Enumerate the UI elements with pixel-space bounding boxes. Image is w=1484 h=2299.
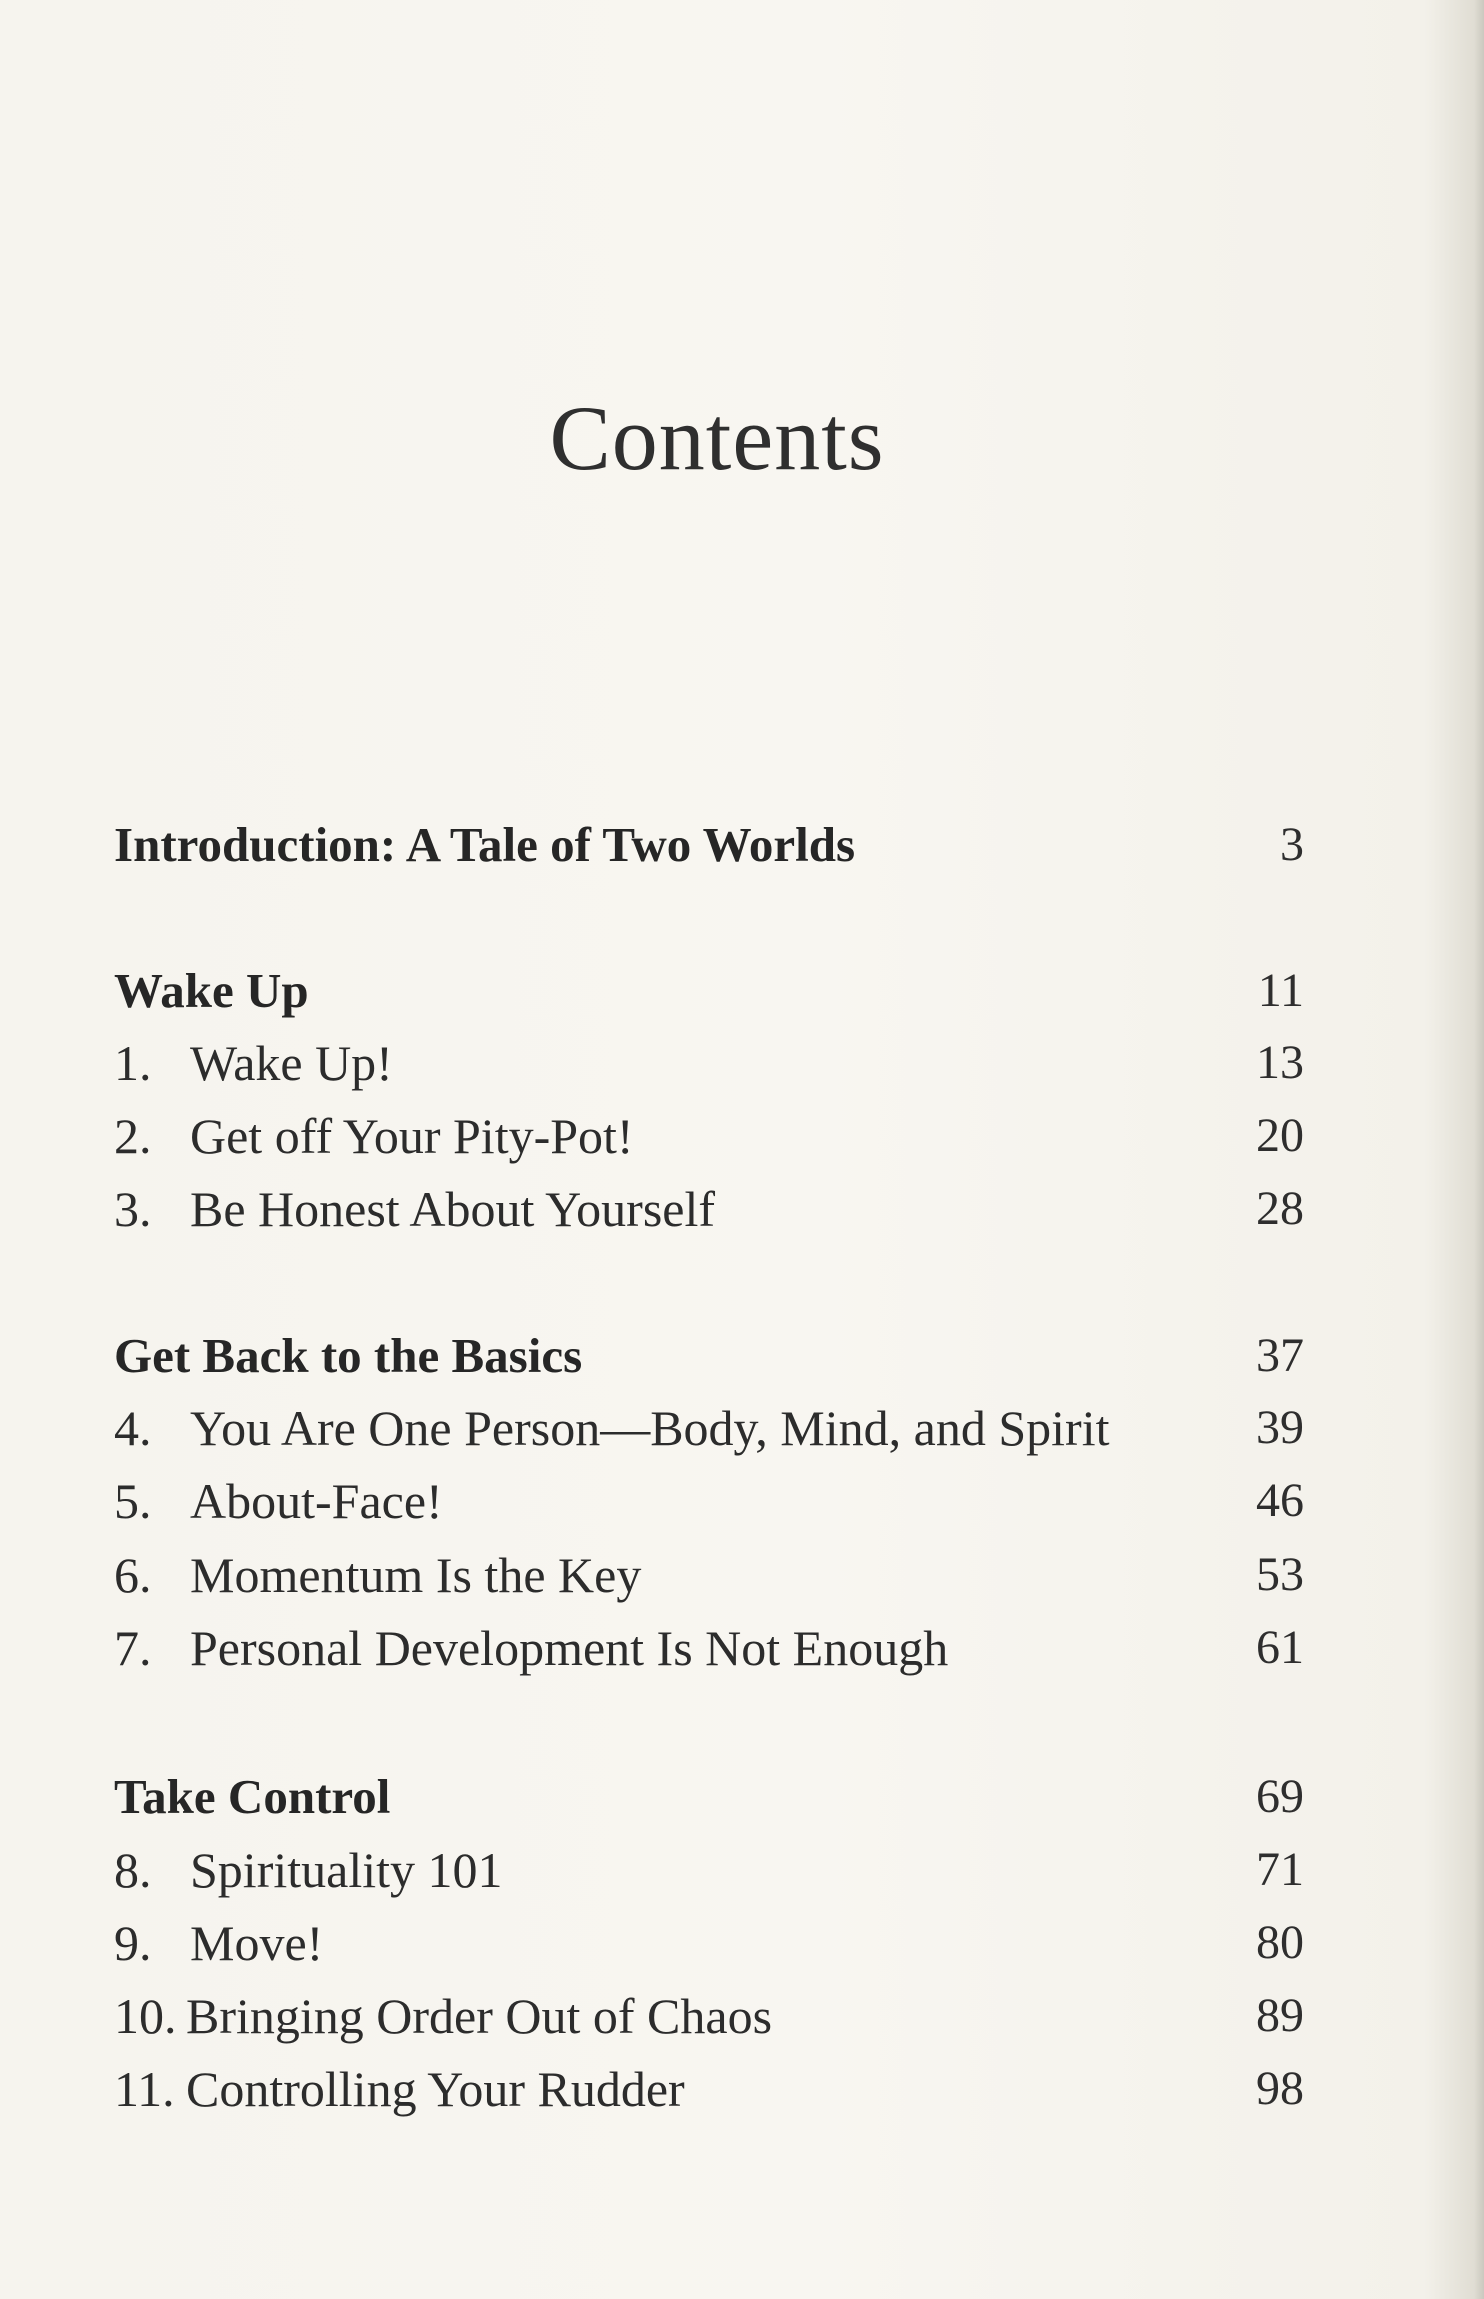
toc-chapter-title <box>114 1101 634 1171</box>
toc-chapter-6 <box>114 1540 1304 1610</box>
toc-page-number: 11 <box>1257 964 1304 1017</box>
toc-chapter-label: Momentum Is the Key <box>190 1547 642 1603</box>
toc-chapter-number: 1. <box>114 1035 152 1091</box>
toc-chapter-label: Controlling Your Rudder <box>186 2061 685 2117</box>
toc-chapter-title <box>114 1835 503 1905</box>
toc-chapter-title <box>114 1393 1109 1463</box>
toc-part-take-control <box>114 1762 1304 1832</box>
toc-chapter-11 <box>114 2054 1304 2124</box>
toc-chapter-label: Get off Your Pity-Pot! <box>190 1108 634 1164</box>
toc-page-number: 71 <box>1256 1843 1304 1896</box>
toc-page-number: 89 <box>1256 1989 1304 2042</box>
toc-page-number: 13 <box>1256 1036 1304 1089</box>
toc-chapter-title <box>114 2054 685 2124</box>
toc-chapter-title <box>114 1613 948 1683</box>
toc-chapter-label: Move! <box>190 1915 324 1971</box>
toc-page-number: 53 <box>1256 1548 1304 1601</box>
toc-chapter-number: 2. <box>114 1108 152 1164</box>
toc-chapter-title <box>114 1028 393 1098</box>
toc-page-number: 46 <box>1256 1474 1304 1527</box>
toc-chapter-9 <box>114 1908 1304 1978</box>
toc-chapter-4 <box>114 1393 1304 1463</box>
toc-part-title: Take Control <box>114 1769 391 1824</box>
toc-chapter-2 <box>114 1101 1304 1171</box>
toc-chapter-number: 8. <box>114 1842 152 1898</box>
toc-chapter-title <box>114 1981 772 2051</box>
toc-chapter-number: 5. <box>114 1473 152 1529</box>
toc-part-wake-up <box>114 956 1304 1026</box>
toc-chapter-7 <box>114 1613 1304 1683</box>
toc-chapter-label: Be Honest About Yourself <box>190 1181 716 1237</box>
toc-chapter-1 <box>114 1028 1304 1098</box>
toc-page-number: 37 <box>1256 1329 1304 1382</box>
toc-chapter-label: Spirituality 101 <box>190 1842 503 1898</box>
toc-chapter-number: 3. <box>114 1181 152 1237</box>
toc-part-title: Wake Up <box>114 963 309 1018</box>
toc-chapter-8 <box>114 1835 1304 1905</box>
toc-chapter-number: 4. <box>114 1400 152 1456</box>
toc-part-get-back-to-the-basics <box>114 1321 1304 1391</box>
page-title: Contents <box>549 387 885 489</box>
toc-chapter-number: 6. <box>114 1547 152 1603</box>
toc-part-title: Get Back to the Basics <box>114 1328 583 1383</box>
toc-page-number: 80 <box>1256 1916 1304 1969</box>
toc-page-number: 39 <box>1256 1401 1304 1454</box>
toc-part-introduction <box>114 810 1304 880</box>
toc-part-title: Introduction: A Tale of Two Worlds <box>114 817 856 872</box>
toc-chapter-10 <box>114 1981 1304 2051</box>
toc-page-number: 28 <box>1256 1182 1304 1235</box>
toc-page-number: 61 <box>1256 1621 1304 1674</box>
toc-chapter-3 <box>114 1174 1304 1244</box>
toc-chapter-title <box>114 1908 323 1978</box>
toc-chapter-title <box>114 1466 443 1536</box>
toc-chapter-label: Wake Up! <box>190 1035 393 1091</box>
toc-chapter-label: Bringing Order Out of Chaos <box>186 1988 773 2044</box>
toc-chapter-number: 11. <box>114 2061 175 2117</box>
toc-chapter-title <box>114 1174 715 1244</box>
toc-page-number: 3 <box>1280 818 1304 871</box>
toc-page-number: 69 <box>1256 1770 1304 1823</box>
toc-chapter-label: You Are One Person—Body, Mind, and Spirit <box>190 1400 1110 1456</box>
toc-chapter-5 <box>114 1466 1304 1536</box>
toc-chapter-number: 7. <box>114 1620 152 1676</box>
toc-page-number: 20 <box>1256 1109 1304 1162</box>
page-edge-shadow <box>1474 0 1484 2299</box>
toc-chapter-label: About-Face! <box>190 1473 443 1529</box>
toc-chapter-title <box>114 1540 641 1610</box>
toc-page-number: 98 <box>1256 2062 1304 2115</box>
toc-chapter-label: Personal Development Is Not Enough <box>190 1620 949 1676</box>
toc-chapter-number: 10. <box>114 1988 177 2044</box>
toc-chapter-number: 9. <box>114 1915 152 1971</box>
